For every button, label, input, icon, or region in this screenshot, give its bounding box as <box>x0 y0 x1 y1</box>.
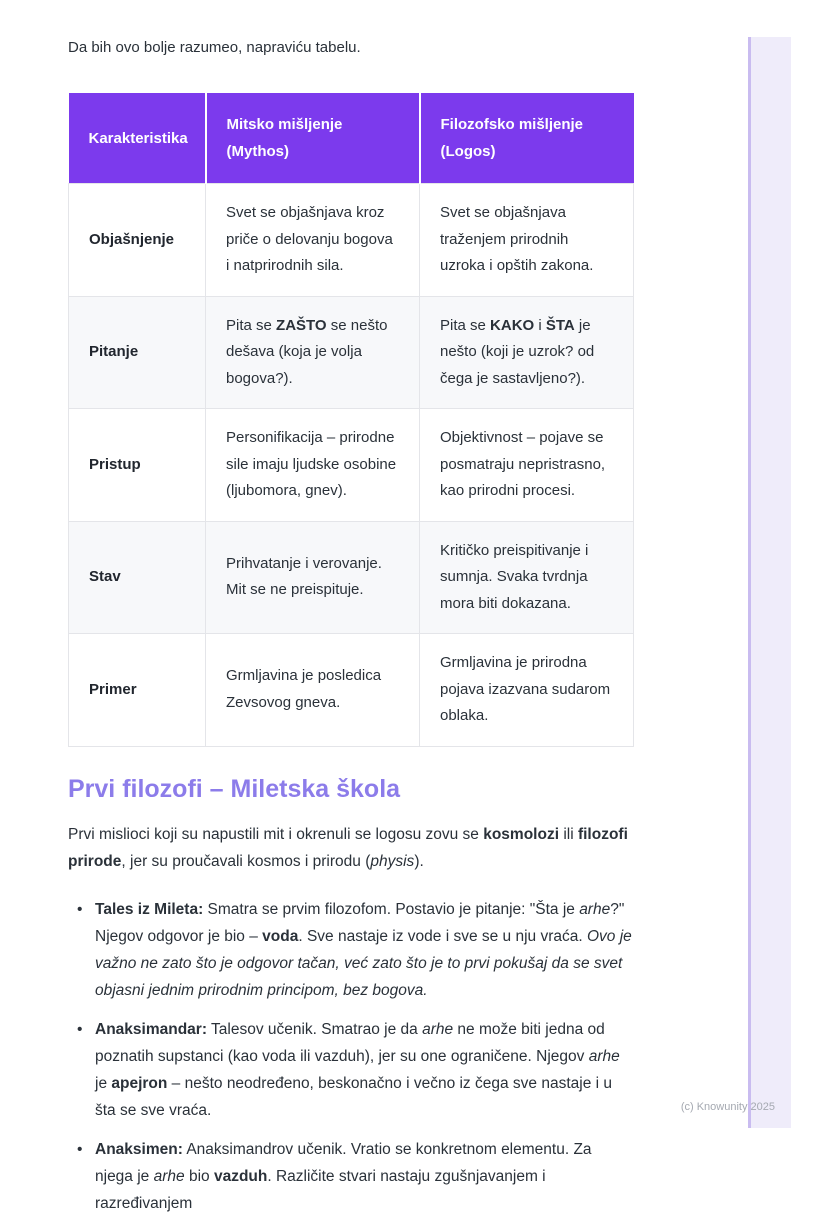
row-label: Primer <box>69 634 206 747</box>
comparison-table <box>68 93 634 747</box>
table-cell: Kritičko preispitivanje i sumnja. Svaka tvrdnja mora biti dokazana. <box>420 521 634 634</box>
footer-credit: (c) Knowunity 2025 <box>680 1101 775 1113</box>
list-item-tales: • Tales iz Mileta: Smatra se prvim filozofom. Postavio je pitanje: "Šta je arhe?" Njegov odgovor je bio – voda. Sve nastaje iz vode i sve se u nju vraća. Ovo je važno ne zato što je odgovor tačan, već zato što je to prvi pokušaj da se svet objasni jednim prirodnim principom, bez bogova. <box>68 896 633 1004</box>
table-header-karakteristika: Karakteristika <box>69 93 206 184</box>
table-cell: Grmljavina je prirodna pojava izazvana sudarom oblaka. <box>420 634 634 747</box>
row-label: Pitanje <box>69 296 206 409</box>
table-row <box>69 296 634 409</box>
table-row <box>69 184 634 297</box>
philosophers-list <box>68 896 633 1217</box>
document-content <box>68 38 633 1229</box>
table-cell: Pita se ZAŠTO se nešto dešava (koja je volja bogova?). <box>206 296 420 409</box>
section-heading: Prvi filozofi – Miletska škola <box>68 774 401 803</box>
table-header-row <box>69 93 634 184</box>
table-cell: Grmljavina je posledica Zevsovog gneva. <box>206 634 420 747</box>
row-label: Stav <box>69 521 206 634</box>
table-cell: Prihvatanje i verovanje. Mit se ne preispituje. <box>206 521 420 634</box>
table-row <box>69 521 634 634</box>
table-cell: Personifikacija – prirodne sile imaju ljudske osobine (ljubomora, gnev). <box>206 409 420 522</box>
table-row <box>69 409 634 522</box>
row-label: Pristup <box>69 409 206 522</box>
table-row <box>69 634 634 747</box>
table-cell: Pita se KAKO i ŠTA je nešto (koji je uzrok? od čega je sastavljeno?). <box>420 296 634 409</box>
table-cell: Svet se objašnjava kroz priče o delovanju bogova i natprirodnih sila. <box>206 184 420 297</box>
list-item-anaksimen: • Anaksimen: Anaksimandrov učenik. Vratio se konkretnom elementu. Za njega je arhe bio vazduh. Različite stvari nastaju zgušnjavanjem i razređivanjem <box>68 1136 633 1217</box>
section-paragraph: Prvi mislioci koji su napustili mit i okrenuli se logosu zovu se kosmolozi ili filozofi prirode, jer su proučavali kosmos i prirodu (physis). <box>68 825 628 870</box>
table-header-filozofsko: Filozofsko mišljenje (Logos) <box>420 93 634 184</box>
table-cell: Svet se objašnjava traženjem prirodnih uzroka i opštih zakona. <box>420 184 634 297</box>
row-label: Objašnjenje <box>69 184 206 297</box>
table-cell: Objektivnost – pojave se posmatraju nepristrasno, kao prirodni procesi. <box>420 409 634 522</box>
list-item-anaksimandar: • Anaksimandar: Talesov učenik. Smatrao je da arhe ne može biti jedna od poznatih supstanci (kao voda ili vazduh), jer su one ograničene. Njegov arhe je apejron – nešto neodređeno, beskonačno i večno iz čega sve nastaje i u šta se sve vraća. <box>68 1016 633 1124</box>
page-edge-strip <box>748 37 791 1128</box>
intro-paragraph: Da bih ovo bolje razumeo, napraviću tabelu. <box>68 39 361 56</box>
table-header-mitsko: Mitsko mišljenje (Mythos) <box>206 93 420 184</box>
